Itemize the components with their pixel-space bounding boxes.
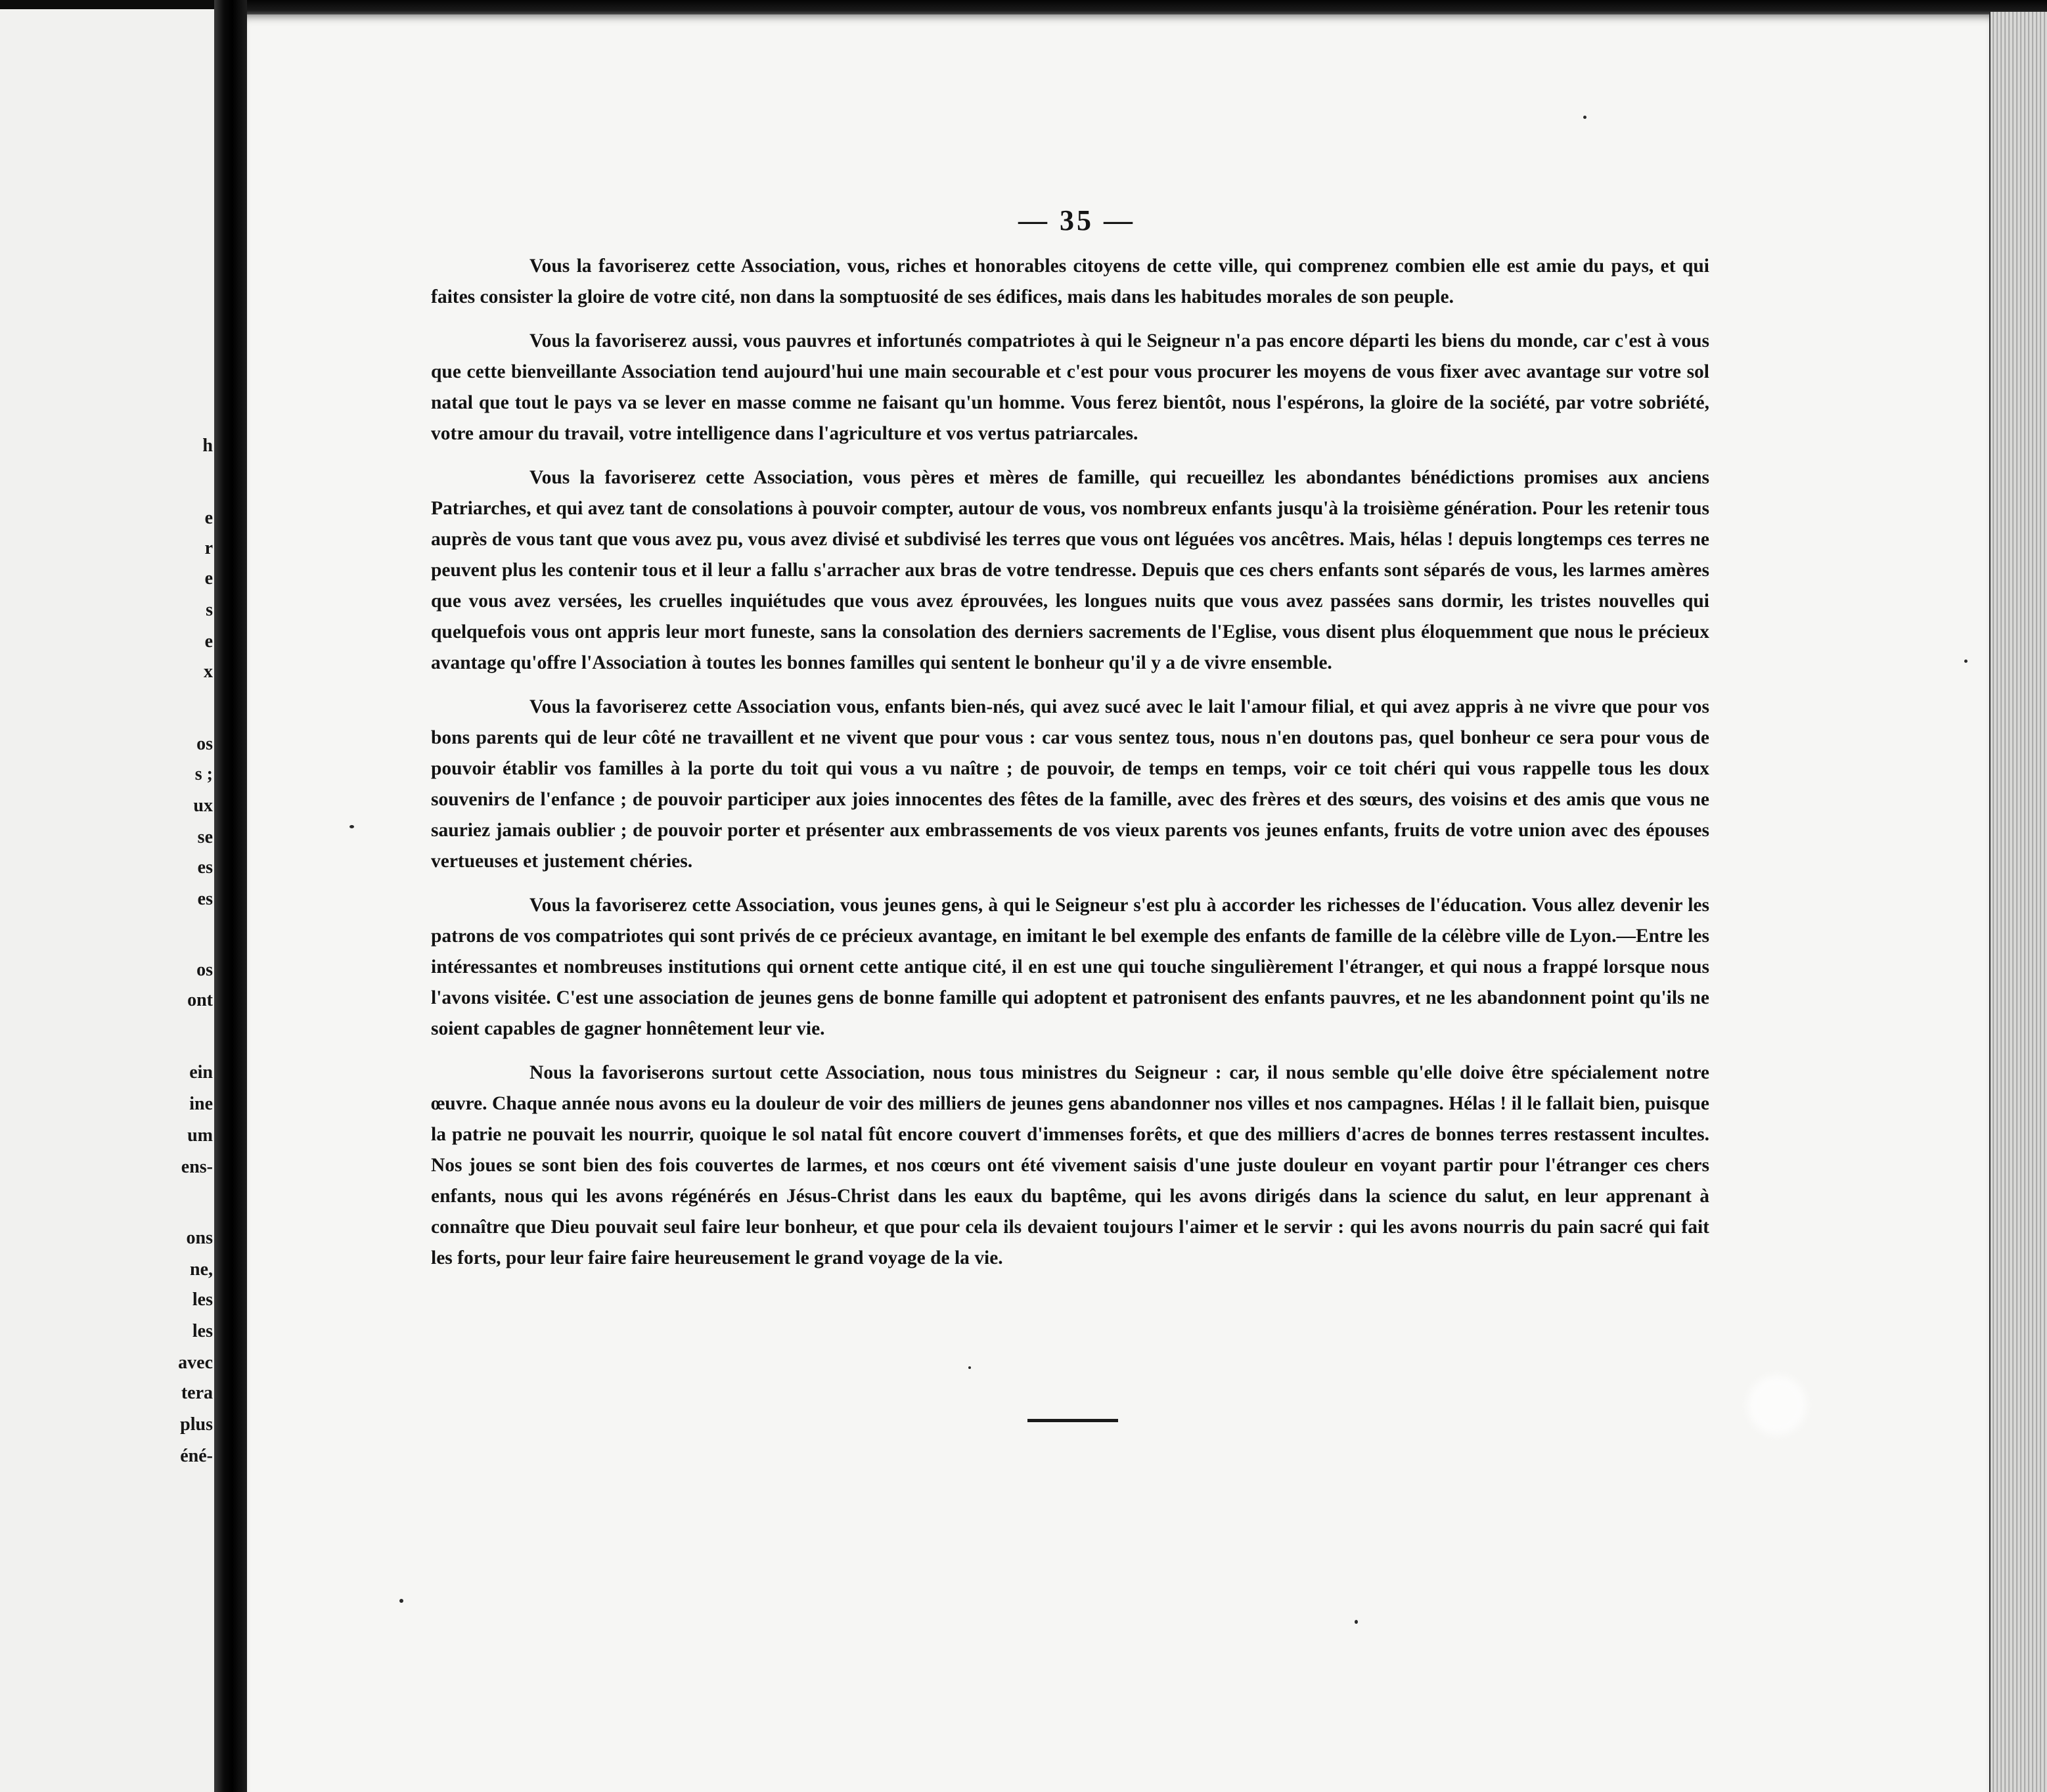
dust-speck bbox=[1964, 660, 1968, 663]
paper-stain bbox=[1747, 1376, 1807, 1435]
paragraph-jeunes-gens: Vous la favoriserez cette Association, vous jeunes gens, à qui le Seigneur s'est plu à accorder les richesses de l'éducation. Vous allez devenir les patrons de vos compatriotes qui sont privés de ce précieux avantage, en imitant le bel exemple des enfants de famille de la célèbre ville de Lyon.—Entre les intéressantes et nombreuses institutions qui ornent cette antique cité, il en est une qui touche singulièrement l'étranger, et qui nous a frappé lorsque nous l'avons visitée. C'est une association de jeunes gens de bonne famille qui adoptent et patronisent des enfants pauvres, et ne les abandonnent point qu'ils ne soient capables de gagner honnêtement leur vie. bbox=[431, 895, 1709, 1039]
facing-text-fragment: ens- bbox=[181, 1157, 213, 1177]
dust-speck bbox=[1355, 1620, 1358, 1624]
facing-text-fragment: um bbox=[187, 1125, 213, 1146]
facing-text-fragment: e bbox=[204, 508, 213, 528]
facing-text-fragment: x bbox=[204, 661, 213, 682]
facing-text-fragment: h bbox=[202, 436, 213, 456]
facing-text-fragment: ine bbox=[189, 1094, 213, 1114]
facing-text-fragment: os bbox=[196, 960, 213, 980]
facing-text-fragment: avec bbox=[178, 1353, 213, 1373]
facing-text-fragment: les bbox=[192, 1321, 213, 1341]
dust-speck bbox=[349, 825, 354, 828]
paragraph-parents: Vous la favoriserez cette Association, vous pères et mères de famille, qui recueillez les abondantes bénédictions promises aux anciens Patriarches, et qui avez tant de consolations à pouvoir compter, autour de vous, vos nombreux enfants jusqu'à la troisième génération. Pour les retenir tous auprès de vous tant que vous avez pu, vous avez divisé et subdivisé les terres que vous ont léguées vos ancêtres. Mais, hélas ! depuis longtemps ces terres ne peuvent plus les contenir tous et il leur a fallu s'arracher aux bras de votre tendresse. Depuis que ces chers enfants sont séparés de vous, les larmes amères que vous avez versées, les cruelles inquiétudes que vous avez éprouvées, les longues nuits que vous avez passées sans dormir, les tristes nouvelles qui quelquefois vous ont appris leur mort funeste, sans la consolation des derniers sacrements de l'Eglise, vous disent plus éloquemment que nous le précieux avantage qu'offre l'Association à toutes les bonnes familles qui sentent le bonheur qu'il y a de vivre ensemble. bbox=[431, 467, 1709, 673]
facing-text-fragment: plus bbox=[180, 1414, 213, 1435]
body-text bbox=[431, 251, 1709, 1287]
paragraph-pauvres: Vous la favoriserez aussi, vous pauvres et infortunés compatriotes à qui le Seigneur n'a pas encore départi les biens du monde, car c'est à vous que cette bienveillante Association tend aujourd'hui une main secourable et c'est pour vous procurer les moyens de vous fixer avec avantage sur votre sol natal que tout le pays va se lever en masse comme ne faisant qu'un homme. Vous ferez bientôt, nous l'espérons, la gloire de la société, par votre sobriété, votre amour du travail, votre intelligence dans l'agriculture et vos vertus patriarcales. bbox=[431, 330, 1709, 444]
facing-text-fragment: ons bbox=[186, 1228, 213, 1248]
facing-text-fragment: les bbox=[192, 1289, 213, 1310]
paragraph-enfants: Vous la favoriserez cette Association vous, enfants bien-nés, qui avez sucé avec le lait l'amour filial, et qui avez appris à ne vivre que pour vos bons parents qui de leur côté ne travaillent et ne vivent que pour vous : car vous sentez tous, nous n'en doutons pas, quel bonheur ce sera pour vous de pouvoir établir vos familles à la porte du toit qui vous a vu naître ; de pouvoir, de temps en temps, voir ce toit chéri qui vous rappelle tous les doux souvenirs de l'enfance ; de pouvoir participer aux joies innocentes des fêtes de la famille, avec des frères et des sœurs, des voisins et des amis que vous ne sauriez jamais oublier ; de pouvoir porter et présenter aux embrassements de vos vieux parents vos jeunes enfants, fruits de votre union avec des épouses vertueuses et justement chéries. bbox=[431, 696, 1709, 872]
facing-text-fragment: os bbox=[196, 734, 213, 754]
dust-speck bbox=[968, 1366, 971, 1369]
facing-text-fragment: se bbox=[197, 827, 213, 847]
facing-text-fragment: r bbox=[204, 538, 213, 558]
facing-text-fragment: ont bbox=[187, 990, 213, 1010]
page-number: — 35 — bbox=[1018, 204, 1135, 236]
facing-text-fragment: es bbox=[197, 889, 213, 909]
facing-text-fragment: éné- bbox=[180, 1446, 213, 1466]
facing-text-fragment: s ; bbox=[194, 764, 213, 784]
page-edges-stack bbox=[1989, 12, 2047, 1792]
facing-text-fragment: tera bbox=[181, 1383, 213, 1403]
dust-speck bbox=[399, 1599, 403, 1603]
paragraph-ministres: Nous la favoriserons surtout cette Association, nous tous ministres du Seigneur : car, il nous semble qu'elle doive être spécialement notre œuvre. Chaque année nous avons eu la douleur de voir des milliers de jeunes gens abandonner nos villes et nos campagnes. Hélas ! il le fallait bien, puisque la patrie ne pouvait les nourrir, quoique le sol natal fût encore couvert d'immenses forêts, et que des milliers d'acres de bonnes terres restassent incultes. Nos joues se sont bien des fois couvertes de larmes, et nos cœurs ont été vivement saisis d'une juste douleur en voyant partir pour l'étranger ces chers enfants, nous qui les avons régénérés en Jésus-Christ dans les eaux du baptême, qui les avons dirigés dans la science du salut, en leur apprenant à connaître que Dieu pouvait seul faire leur bonheur, et que pour cela ils devaient toujours l'aimer et le servir : qui les avons nourris du pain sacré qui fait les forts, pour leur faire faire heureusement le grand voyage de la vie. bbox=[431, 1062, 1709, 1268]
facing-text-fragment: ux bbox=[193, 795, 213, 816]
facing-page-fragment bbox=[0, 9, 214, 1792]
facing-text-fragment: e bbox=[204, 568, 213, 589]
facing-text-fragment: ne, bbox=[190, 1259, 213, 1280]
book-gutter bbox=[214, 0, 247, 1792]
facing-text-fragment: e bbox=[204, 631, 213, 652]
section-end-rule bbox=[1027, 1419, 1118, 1422]
facing-text-fragment: s bbox=[206, 600, 213, 620]
dust-speck bbox=[1583, 116, 1586, 119]
paragraph-riches: Vous la favoriserez cette Association, vous, riches et honorables citoyens de cette ville, qui comprenez combien elle est amie du pays, et qui faites consister la gloire de votre cité, non dans la somptuosité de ses édifices, mais dans les habitudes morales de son peuple. bbox=[431, 256, 1709, 307]
facing-text-fragment: ein bbox=[189, 1062, 213, 1083]
facing-text-fragment: es bbox=[197, 857, 213, 878]
